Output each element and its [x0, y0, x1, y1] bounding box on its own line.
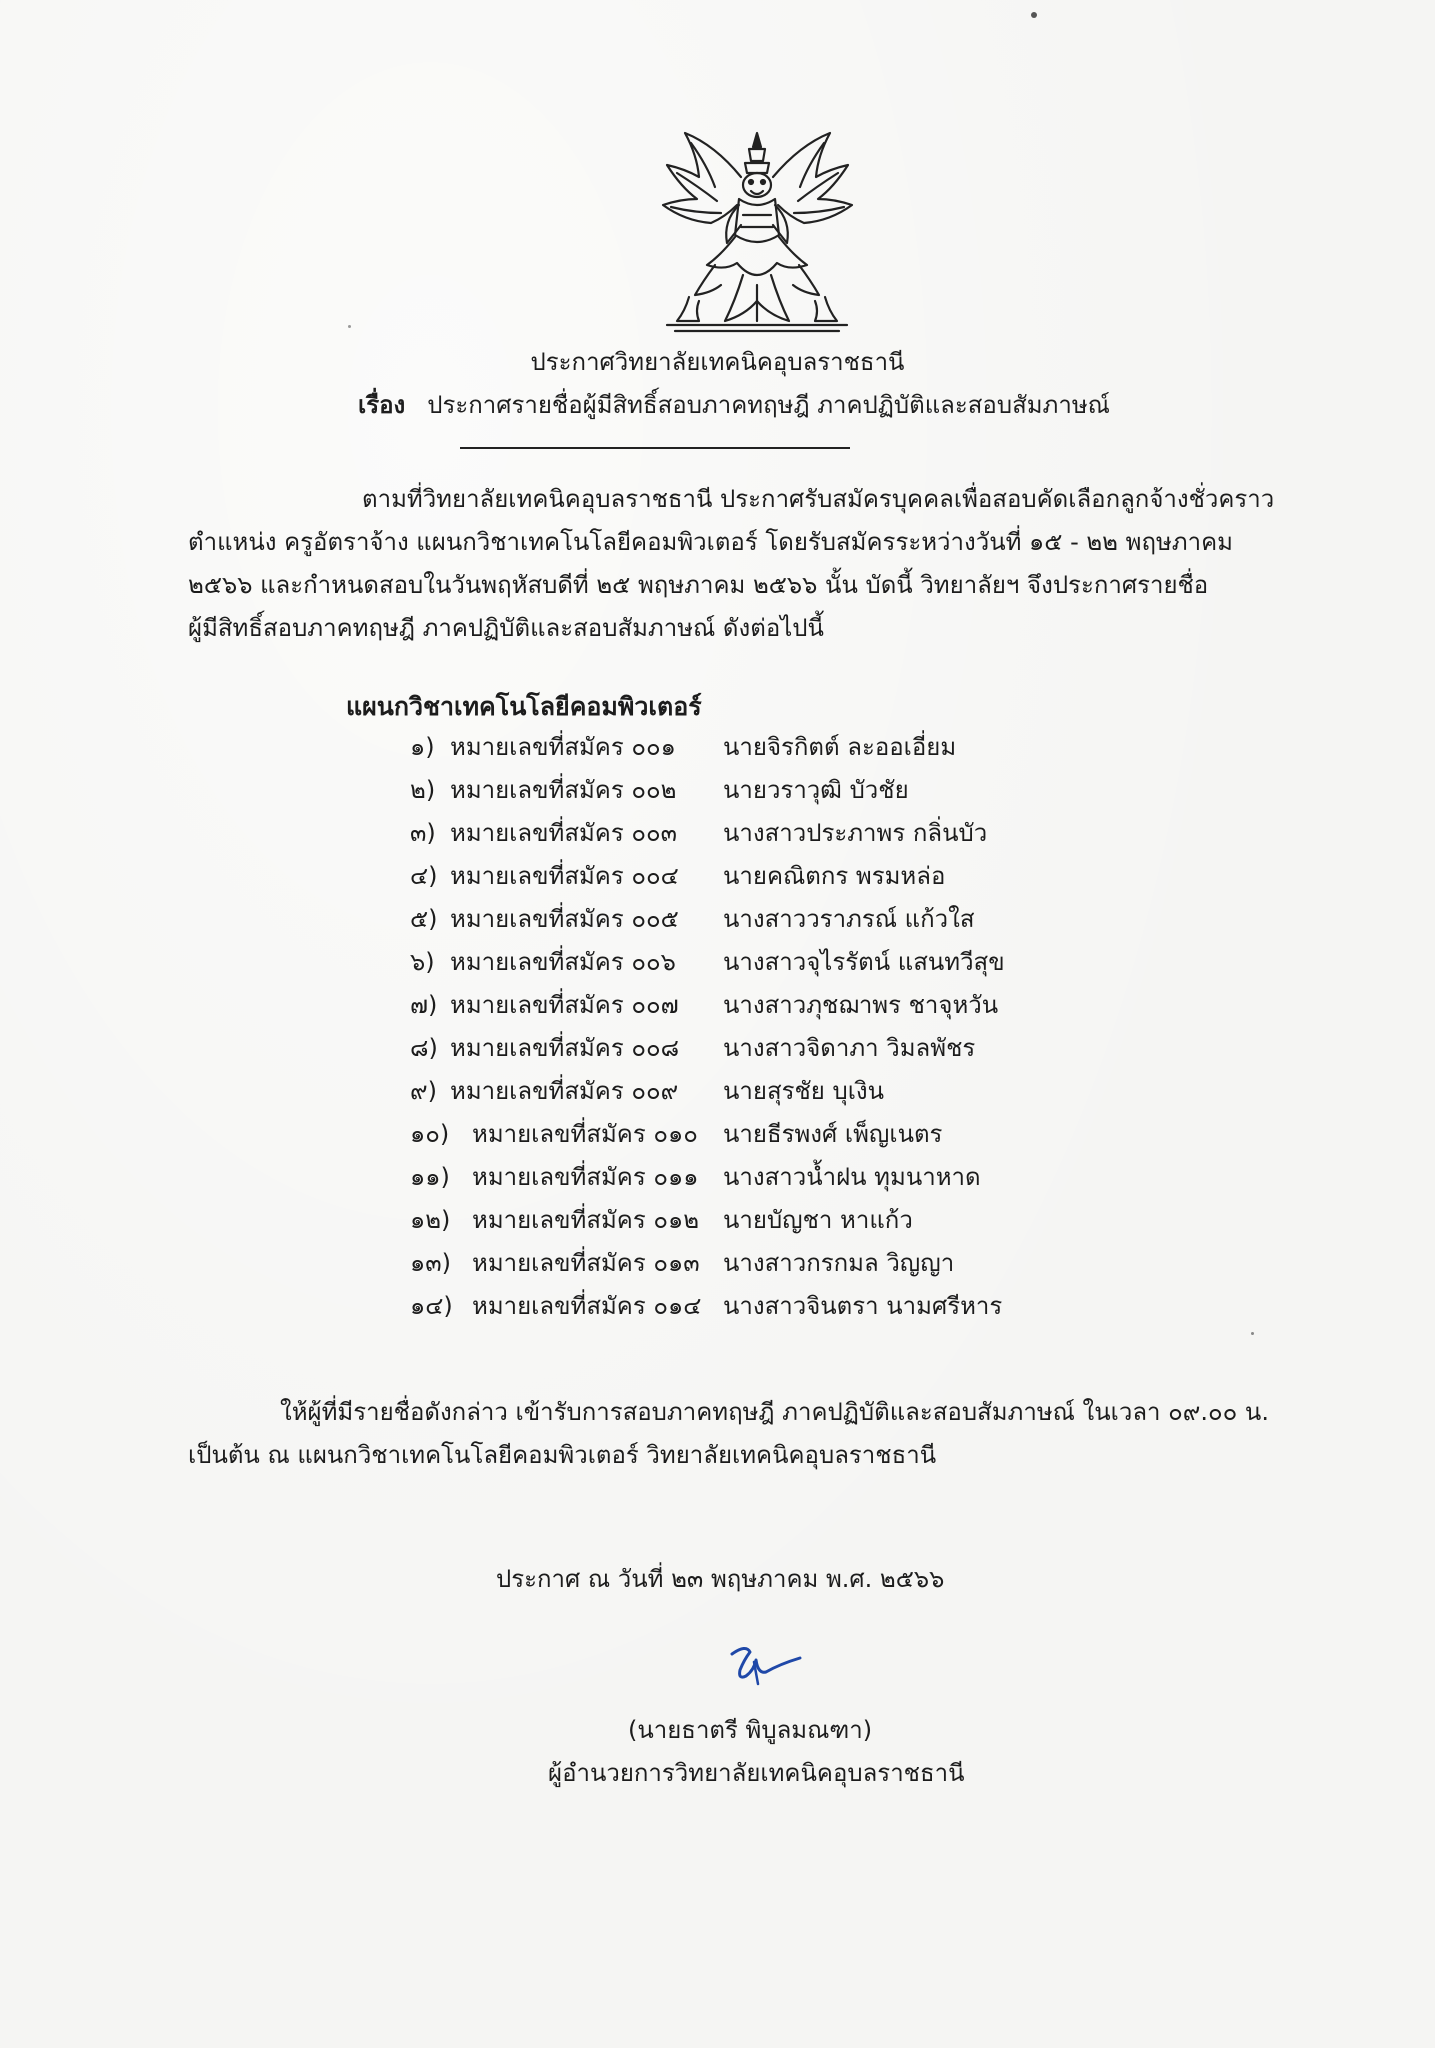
applicant-name: นายคณิตกร พรมหล่อ	[723, 862, 946, 890]
list-item	[410, 948, 1005, 976]
item-number: ๑๑)	[410, 1163, 450, 1191]
registration-number: หมายเลขที่สมัคร ๐๐๔	[450, 862, 679, 890]
list-item	[410, 776, 909, 804]
header-divider	[460, 447, 850, 449]
department-heading: แผนกวิชาเทคโนโลยีคอมพิวเตอร์	[346, 692, 702, 721]
list-item	[410, 1077, 885, 1105]
item-number: ๑๔)	[410, 1292, 453, 1320]
applicant-name: นางสาวจินตรา นามศรีหาร	[723, 1292, 1003, 1320]
closing-line-2: เป็นต้น ณ แผนกวิชาเทคโนโลยีคอมพิวเตอร์ วิทยาลัยเทคนิคอุบลราชธานี	[188, 1441, 937, 1469]
body-paragraph-line-1: ตามที่วิทยาลัยเทคนิคอุบลราชธานี ประกาศรับสมัครบุคคลเพื่อสอบคัดเลือกลูกจ้างชั่วคราว	[362, 485, 1275, 513]
subject-text: ประกาศรายชื่อผู้มีสิทธิ์สอบภาคทฤษฎี ภาคปฏิบัติและสอบสัมภาษณ์	[427, 391, 1110, 419]
registration-number: หมายเลขที่สมัคร ๐๐๑	[450, 733, 676, 761]
paper-speck	[1031, 12, 1037, 18]
body-paragraph-line-4: ผู้มีสิทธิ์สอบภาคทฤษฎี ภาคปฏิบัติและสอบสัมภาษณ์ ดังต่อไปนี้	[188, 614, 824, 642]
applicant-name: นางสาวภุชฌาพร ชาจุหวัน	[723, 991, 999, 1019]
item-number: ๑๒)	[410, 1206, 451, 1234]
item-number: ๔)	[410, 862, 438, 890]
list-item	[410, 733, 957, 761]
registration-number: หมายเลขที่สมัคร ๐๑๐	[472, 1120, 698, 1148]
applicant-name: นางสาวกรกมล วิญญา	[723, 1249, 955, 1277]
applicant-name: นายบัญชา หาแก้ว	[723, 1206, 913, 1234]
body-paragraph-line-3: ๒๕๖๖ และกำหนดสอบในวันพฤหัสบดีที่ ๒๕ พฤษภาคม ๒๕๖๖ นั้น บัดนี้ วิทยาลัยฯ จึงประกาศรายชื่อ	[188, 571, 1209, 599]
signatory-title: ผู้อำนวยการวิทยาลัยเทคนิคอุบลราชธานี	[548, 1759, 965, 1787]
registration-number: หมายเลขที่สมัคร ๐๑๓	[472, 1249, 700, 1277]
registration-number: หมายเลขที่สมัคร ๐๑๑	[472, 1163, 699, 1191]
registration-number: หมายเลขที่สมัคร ๐๐๖	[450, 948, 676, 976]
item-number: ๘)	[410, 1034, 438, 1062]
paper-speck	[348, 325, 351, 328]
list-item	[410, 1163, 981, 1191]
list-item	[410, 905, 975, 933]
item-number: ๒)	[410, 776, 436, 804]
item-number: ๖)	[410, 948, 435, 976]
applicant-name: นายจิรกิตต์ ละออเอี่ยม	[723, 733, 957, 761]
registration-number: หมายเลขที่สมัคร ๐๐๒	[450, 776, 677, 804]
item-number: ๓)	[410, 819, 436, 847]
list-item	[410, 1206, 913, 1234]
paper-speck	[1251, 1332, 1254, 1335]
item-number: ๑๐)	[410, 1120, 450, 1148]
applicant-name: นายสุรชัย บุเงิน	[723, 1077, 885, 1105]
registration-number: หมายเลขที่สมัคร ๐๐๘	[450, 1034, 680, 1062]
list-item	[410, 991, 999, 1019]
closing-line-1: ให้ผู้ที่มีรายชื่อดังกล่าว เข้ารับการสอบภาคทฤษฎี ภาคปฏิบัติและสอบสัมภาษณ์ ในเวลา ๐๙.๐๐ น.	[280, 1398, 1269, 1426]
item-number: ๑๓)	[410, 1249, 452, 1277]
item-number: ๑)	[410, 733, 435, 761]
applicant-name: นางสาวประภาพร กลิ่นบัว	[723, 819, 988, 847]
registration-number: หมายเลขที่สมัคร ๐๑๒	[472, 1206, 700, 1234]
applicant-name: นายวราวุฒิ บัวชัย	[723, 776, 909, 804]
list-item	[410, 819, 988, 847]
list-item	[410, 862, 946, 890]
registration-number: หมายเลขที่สมัคร ๐๐๕	[450, 905, 679, 933]
item-number: ๙)	[410, 1077, 437, 1105]
announcement-date: ประกาศ ณ วันที่ ๒๓ พฤษภาคม พ.ศ. ๒๕๖๖	[496, 1565, 945, 1593]
subject-label: เรื่อง	[358, 391, 406, 419]
registration-number: หมายเลขที่สมัคร ๐๑๔	[472, 1292, 702, 1320]
list-item	[410, 1120, 943, 1148]
applicant-name: นางสาวน้ำฝน ทุมนาหาด	[723, 1163, 981, 1191]
registration-number: หมายเลขที่สมัคร ๐๐๓	[450, 819, 678, 847]
applicant-name: นางสาววราภรณ์ แก้วใส	[723, 905, 975, 933]
issuer-title: ประกาศวิทยาลัยเทคนิคอุบลราชธานี	[530, 348, 905, 376]
subject-line	[358, 393, 1110, 417]
applicant-name: นายธีรพงศ์ เพ็ญเนตร	[723, 1120, 943, 1148]
registration-number: หมายเลขที่สมัคร ๐๐๗	[450, 991, 679, 1019]
list-item	[410, 1292, 1003, 1320]
applicant-name: นางสาวจิดาภา วิมลพัชร	[723, 1034, 976, 1062]
list-item	[410, 1034, 976, 1062]
registration-number: หมายเลขที่สมัคร ๐๐๙	[450, 1077, 679, 1105]
list-item	[410, 1249, 955, 1277]
garuda-emblem-icon	[655, 125, 860, 345]
item-number: ๕)	[410, 905, 438, 933]
body-paragraph-line-2: ตำแหน่ง ครูอัตราจ้าง แผนกวิชาเทคโนโลยีคอมพิวเตอร์ โดยรับสมัครระหว่างวันที่ ๑๕ - ๒๒ พฤษภาคม	[188, 528, 1233, 556]
applicant-name: นางสาวจุไรรัตน์ แสนทวีสุข	[723, 948, 1005, 976]
signature-mark	[726, 1640, 806, 1690]
item-number: ๗)	[410, 991, 438, 1019]
signatory-name: (นายธาตรี พิบูลมณฑา)	[628, 1716, 873, 1744]
